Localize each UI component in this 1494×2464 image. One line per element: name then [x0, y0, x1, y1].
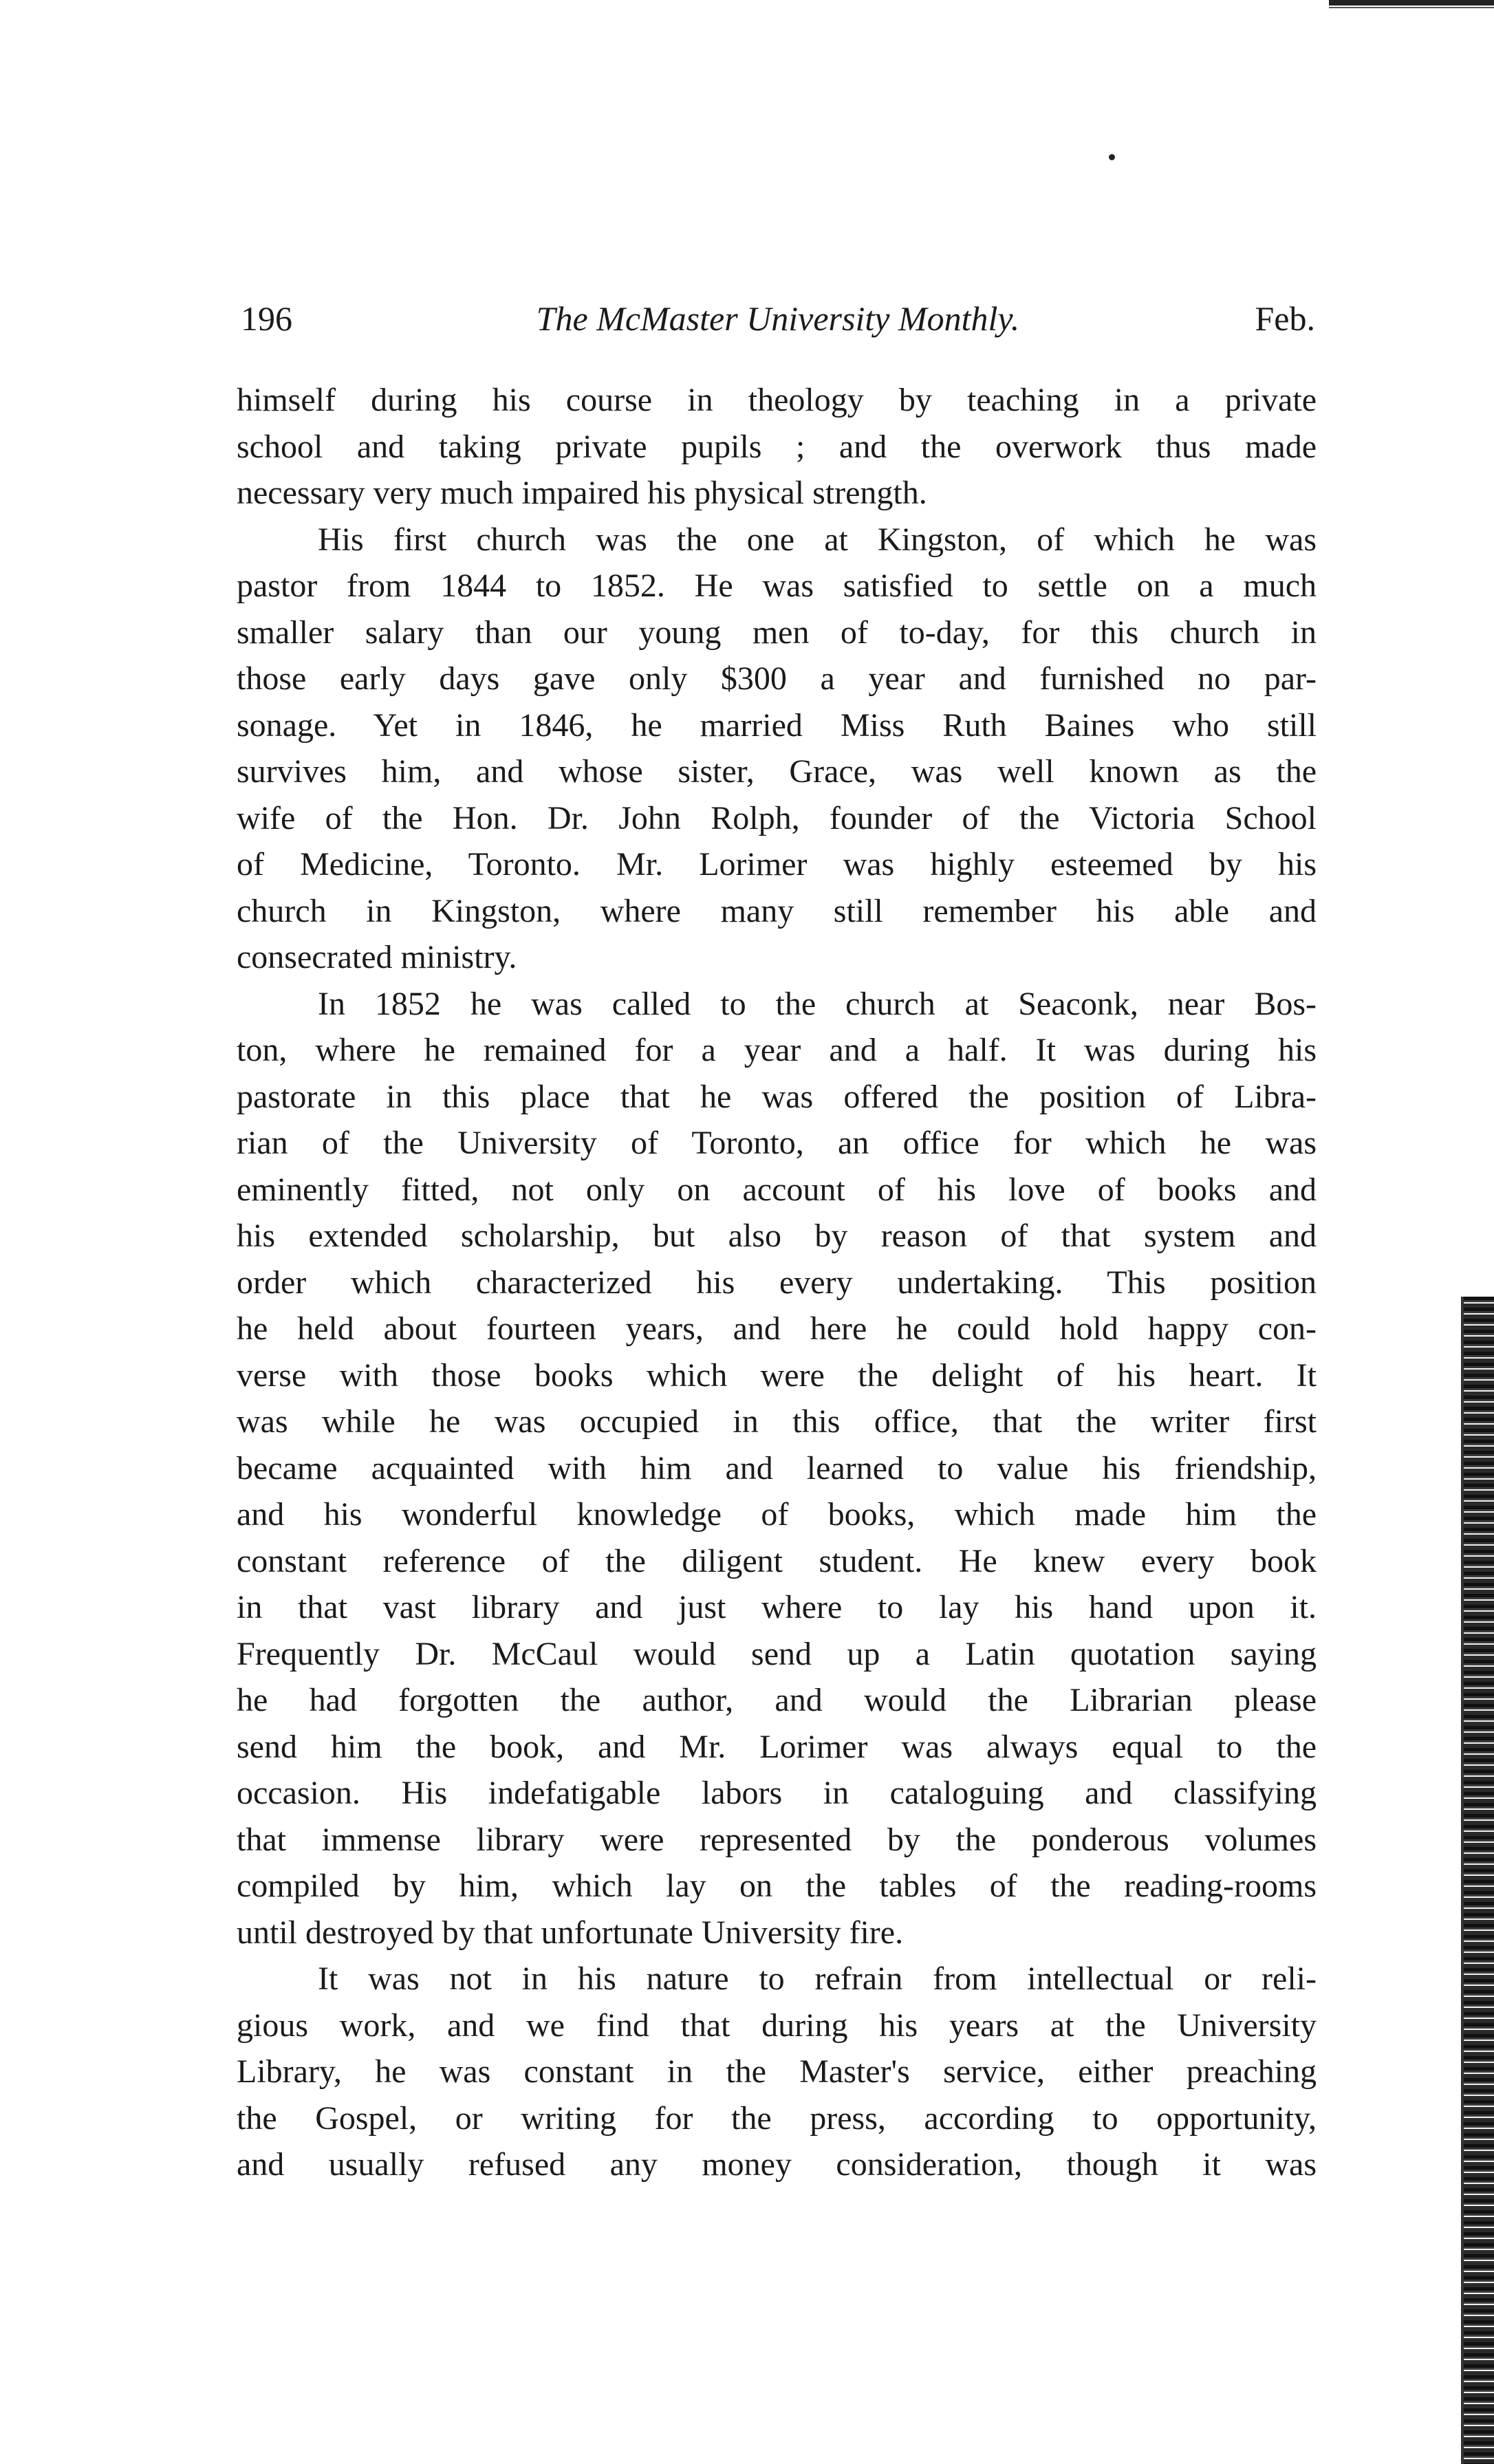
text-line: and his wonderful knowledge of books, which made him the — [237, 1496, 1317, 1533]
text-line: was while he was occupied in this office, that the writer first — [237, 1403, 1317, 1440]
paragraph — [237, 377, 1317, 517]
text-line: compiled by him, which lay on the tables of the reading-rooms — [237, 1868, 1317, 1904]
text-line: wife of the Hon. Dr. John Rolph, founder of the Victoria School — [237, 799, 1317, 836]
text-line: those early days gave only $300 a year and furnished no par- — [237, 660, 1317, 697]
text-line: Library, he was constant in the Master's service, either preaching — [237, 2053, 1317, 2090]
paragraph — [237, 1956, 1317, 2188]
page-number: 196 — [241, 299, 292, 338]
text-line: In 1852 he was called to the church at Seaconk, near Bos- — [318, 985, 1317, 1022]
article-body — [237, 377, 1317, 2188]
text-line: rian of the University of Toronto, an office for which he was — [237, 1125, 1317, 1161]
text-line: school and taking private pupils ; and the overwork thus made — [237, 428, 1317, 465]
paragraph — [237, 517, 1317, 981]
text-line: he held about fourteen years, and here he could hold happy con- — [237, 1310, 1317, 1347]
text-line: smaller salary than our young men of to-day, for this church in — [237, 614, 1317, 651]
running-header — [241, 294, 1315, 343]
running-title: The McMaster University Monthly. — [536, 299, 1020, 338]
text-line: he had forgotten the author, and would the Librarian please — [237, 1682, 1317, 1718]
paragraph — [237, 981, 1317, 1956]
text-line: in that vast library and just where to lay his hand upon it. — [237, 1589, 1317, 1625]
text-line: consecrated ministry. — [237, 939, 517, 975]
text-line: of Medicine, Toronto. Mr. Lorimer was highly esteemed by his — [237, 846, 1317, 883]
top-edge-rule-thin — [1329, 7, 1494, 8]
text-line: became acquainted with him and learned to value his friendship, — [237, 1449, 1317, 1487]
issue-month: Feb. — [1255, 299, 1315, 338]
text-line: pastorate in this place that he was offered the position of Libra- — [237, 1078, 1317, 1115]
text-line: His first church was the one at Kingston, of which he was — [318, 521, 1317, 558]
text-line: necessary very much impaired his physical strength. — [237, 475, 927, 511]
text-line: that immense library were represented by the ponderous volumes — [237, 1821, 1317, 1858]
text-line: Frequently Dr. McCaul would send up a Latin quotation saying — [237, 1635, 1317, 1672]
text-line: until destroyed by that unfortunate University fire. — [237, 1914, 904, 1951]
text-line: verse with those books which were the delight of his heart. It — [237, 1357, 1317, 1394]
text-line: It was not in his nature to refrain from intellectual or reli- — [318, 1960, 1317, 1997]
top-edge-rule — [1329, 0, 1494, 6]
text-line: pastor from 1844 to 1852. He was satisfied to settle on a much — [237, 568, 1317, 604]
text-line: his extended scholarship, but also by reason of that system and — [237, 1218, 1317, 1254]
text-line: himself during his course in theology by teaching in a private — [237, 382, 1317, 418]
text-line: survives him, and whose sister, Grace, was well known as the — [237, 753, 1317, 790]
text-line: occasion. His indefatigable labors in cataloguing and classifying — [237, 1775, 1317, 1811]
ink-speck — [1109, 154, 1115, 160]
text-line: eminently fitted, not only on account of his love of books and — [237, 1171, 1317, 1208]
text-line: order which characterized his every undertaking. This position — [237, 1264, 1317, 1301]
text-line: and usually refused any money consideration, though it was — [237, 2146, 1317, 2183]
text-line: send him the book, and Mr. Lorimer was always equal to the — [237, 1728, 1317, 1765]
text-line: ton, where he remained for a year and a half. It was during his — [237, 1032, 1317, 1068]
text-line: constant reference of the diligent student. He knew every book — [237, 1542, 1317, 1579]
text-line: the Gospel, or writing for the press, according to opportunity, — [237, 2099, 1317, 2137]
text-line: gious work, and we find that during his years at the University — [237, 2007, 1317, 2044]
text-line: sonage. Yet in 1846, he married Miss Ruth Baines who still — [237, 706, 1317, 744]
text-line: church in Kingston, where many still remember his able and — [237, 892, 1317, 929]
binding-spine — [1464, 1297, 1494, 2464]
